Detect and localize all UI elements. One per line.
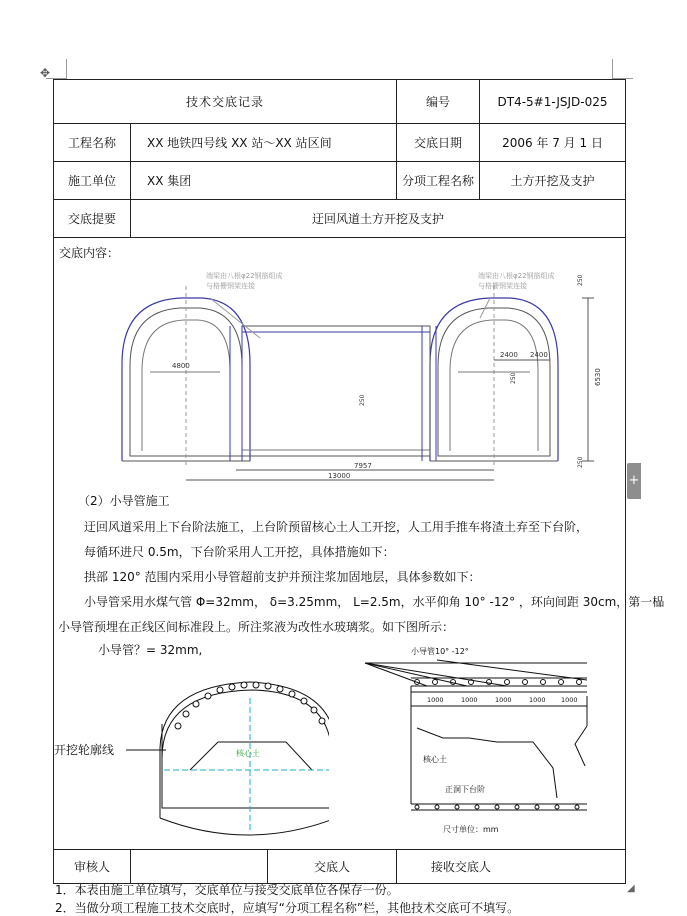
- dim-4800: 4800: [172, 362, 190, 370]
- receiver-label: 接收交底人: [430, 860, 491, 874]
- section-heading: （2）小导管施工: [78, 494, 170, 508]
- expand-panel-icon[interactable]: +: [627, 463, 641, 499]
- pipe-angle-label: 小导管10° -12°: [411, 647, 469, 656]
- receiver-cell: [397, 850, 626, 884]
- pipe-label: 小导管？= 32mm,: [98, 643, 203, 657]
- dim-250-b: 250: [510, 372, 517, 384]
- reviewer-label: 审核人: [54, 850, 131, 884]
- note-left: 端梁由八根φ22钢筋组成: [206, 272, 283, 280]
- unit-label: 尺寸单位：mm: [443, 825, 499, 834]
- project-name-value: XX 地铁四号线 XX 站～XX 站区间: [131, 124, 397, 162]
- longitudinal-drawing: [357, 638, 622, 838]
- handover-record-table: [53, 79, 665, 884]
- core-label-right: 核心土: [423, 755, 447, 764]
- form-title: 技术交底记录: [54, 80, 397, 124]
- number-label: 编号: [397, 80, 480, 124]
- footnote-1: 1．本表由施工单位填写，交底单位与接受交底单位各保存一份。: [55, 883, 399, 897]
- dim-1000-1: 1000: [427, 696, 444, 704]
- dim-1000-3: 1000: [495, 696, 512, 704]
- reviewer-value: [131, 850, 268, 884]
- para3-line1: 小导管采用水煤气管 Φ=32mm， δ=3.25mm， L=2.5m，水平仰角 10° -12° ，环向间距 30cm，第一榀: [84, 595, 665, 609]
- subproject-value: 土方开挖及支护: [480, 162, 626, 200]
- content-label: 交底内容：: [59, 246, 120, 260]
- summary-value: 迂回风道土方开挖及支护: [131, 200, 626, 238]
- dim-13000: 13000: [328, 472, 351, 480]
- dim-2400a: 2400: [500, 351, 518, 359]
- summary-label: 交底提要: [54, 200, 131, 238]
- note-left-2: 与格栅钢架连接: [206, 282, 255, 290]
- dim-250-a: 250: [359, 394, 366, 406]
- resize-corner-icon[interactable]: ◢: [627, 883, 635, 894]
- core-label-left: 核心土: [236, 749, 260, 758]
- date-label: 交底日期: [397, 124, 480, 162]
- para1-line1: 迂回风道采用上下台阶法施工，上台阶预留核心土人工开挖，人工用手推车将渣土弃至下台阶，: [84, 520, 589, 534]
- para3-line2: 小导管预埋在正线区间标准段上。所注浆液为改性水玻璃浆。如下图所示：: [58, 620, 455, 634]
- date-value: 2006 年 7 月 1 日: [480, 124, 626, 162]
- note-right: 端梁由八根φ22钢筋组成: [478, 272, 555, 280]
- unit-label: 施工单位: [54, 162, 131, 200]
- top-section-drawing: [60, 256, 620, 501]
- outline-label: 开挖轮廓线: [54, 743, 115, 757]
- dim-7957: 7957: [354, 462, 372, 470]
- project-name-label: 工程名称: [54, 124, 131, 162]
- table-move-handle-icon[interactable]: ✥: [39, 66, 51, 80]
- footnote-2: 2．当做分项工程施工技术交底时，应填写“分项工程名称”栏，其他技术交底可不填写。: [55, 901, 520, 915]
- unit-value: XX 集团: [131, 162, 397, 200]
- para2: 拱部 120° 范围内采用小导管超前支护并预注浆加固地层，具体参数如下：: [84, 570, 481, 584]
- crop-mark: [612, 59, 613, 79]
- dim-1000-4: 1000: [529, 696, 546, 704]
- dim-250-d: 250: [577, 456, 584, 468]
- dim-1000-2: 1000: [461, 696, 478, 704]
- note-right-2: 与格栅钢架连接: [478, 282, 527, 290]
- crop-mark: [66, 59, 67, 79]
- presenter-label: 交底人: [268, 850, 397, 884]
- bench-label: 正洞下台阶: [445, 785, 485, 794]
- content-cell: [54, 238, 665, 850]
- para1-line2: 每循环进尺 0.5m，下台阶采用人工开挖，具体措施如下：: [84, 545, 395, 559]
- dim-250-c: 250: [577, 274, 584, 286]
- pipe-section-drawing: [54, 638, 329, 838]
- dim-2400b: 2400: [530, 351, 548, 359]
- number-value: DT4-5#1-JSJD-025: [480, 80, 626, 124]
- dim-6530: 6530: [594, 368, 602, 386]
- dim-1000-5: 1000: [561, 696, 578, 704]
- subproject-label: 分项工程名称: [397, 162, 480, 200]
